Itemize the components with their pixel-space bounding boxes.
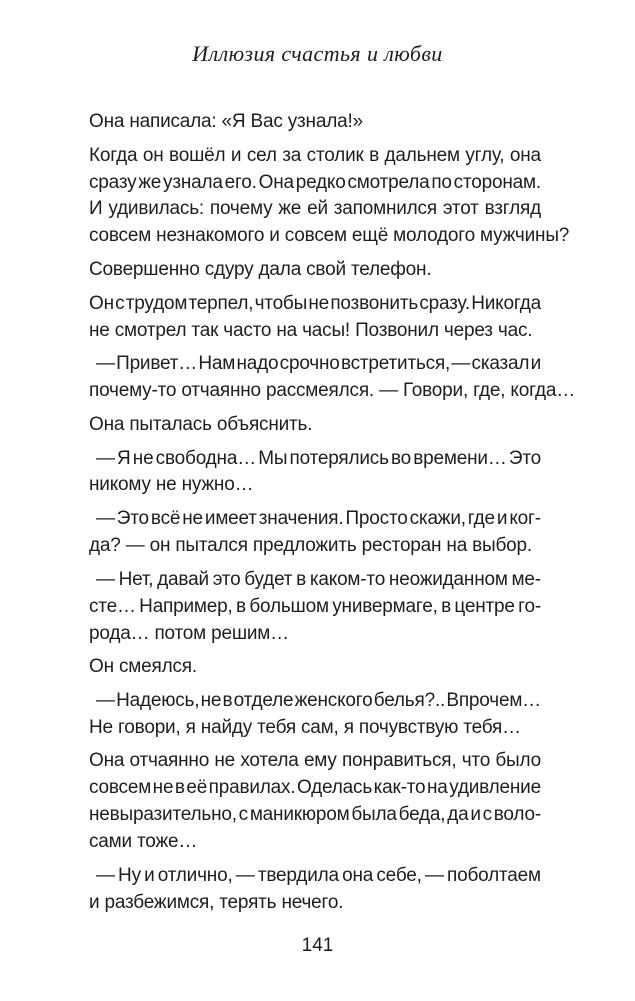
text-line: невыразительно, с маникюром была беда, да и с воло- xyxy=(89,804,541,826)
text-line: рода… потом решим… xyxy=(89,622,289,644)
text-line: — Нет, давай это будет в каком-то неожиданном ме- xyxy=(96,568,541,590)
dialogue-paragraph xyxy=(89,506,541,560)
dialogue-paragraph xyxy=(89,446,541,500)
page-number: 141 xyxy=(301,935,334,956)
text-line: Она написала: «Я Вас узнала!» xyxy=(89,111,363,132)
text-line: Он с трудом терпел, чтобы не позвонить сразу. Никогда xyxy=(89,292,541,314)
dialogue-paragraph xyxy=(89,351,576,405)
paragraph xyxy=(89,748,541,856)
text-line: Он смеялся. xyxy=(89,656,197,678)
text-line: никому не нужно… xyxy=(89,474,254,496)
text-line: И удивилась: почему же ей запомнился этот взгляд xyxy=(89,198,541,220)
page-body xyxy=(89,109,576,923)
paragraph xyxy=(89,257,541,284)
dialogue-paragraph xyxy=(89,863,541,917)
text-line: сами тоже… xyxy=(89,831,198,853)
text-line: и разбежимся, терять нечего. xyxy=(89,891,344,913)
text-line: да? — он пытался предложить ресторан на выбор. xyxy=(89,535,532,557)
running-head: Иллюзия счастья и любви xyxy=(192,41,443,66)
text-line: сразу же узнала его. Она редко смотрела по сторонам. xyxy=(89,171,541,193)
text-line: — Привет… Нам надо срочно встретиться, — сказал и xyxy=(96,353,541,375)
text-line: Совершенно сдуру дала свой телефон. xyxy=(89,259,432,281)
dialogue-paragraph xyxy=(89,567,541,648)
paragraph xyxy=(89,109,541,136)
text-line: — Я не свободна… Мы потерялись во времени… Это xyxy=(96,447,541,469)
text-line: Когда он вошёл и сел за столик в дальнем углу, она xyxy=(89,144,541,166)
paragraph xyxy=(89,412,541,439)
text-line: Она пыталась объяснить. xyxy=(89,413,313,435)
paragraph xyxy=(89,654,541,681)
text-line: — Надеюсь, не в отделе женского белья?.. Впрочем… xyxy=(96,689,541,711)
dialogue-paragraph xyxy=(89,688,541,742)
text-line: — Ну и отлично, — твердила она себе, — поболтаем xyxy=(96,864,541,886)
text-line: сте… Например, в большом универмаге, в центре го- xyxy=(89,595,541,617)
text-line: не смотрел так часто на часы! Позвонил через час. xyxy=(89,319,533,341)
paragraph xyxy=(89,291,541,345)
text-line: — Это всё не имеет значения. Просто скажи, где и ког- xyxy=(96,508,541,530)
text-line: Она отчаянно не хотела ему понравиться, что было xyxy=(89,750,541,772)
text-line: совсем незнакомого и совсем ещё молодого мужчины? xyxy=(89,225,570,247)
text-line: совсем не в её правилах. Оделась как-то на удивление xyxy=(89,777,541,799)
text-line: Не говори, я найду тебя сам, я почувствую тебя… xyxy=(89,716,521,738)
text-line: почему-то отчаянно рассмеялся. — Говори, где, когда… xyxy=(89,380,576,402)
paragraph xyxy=(89,143,570,251)
